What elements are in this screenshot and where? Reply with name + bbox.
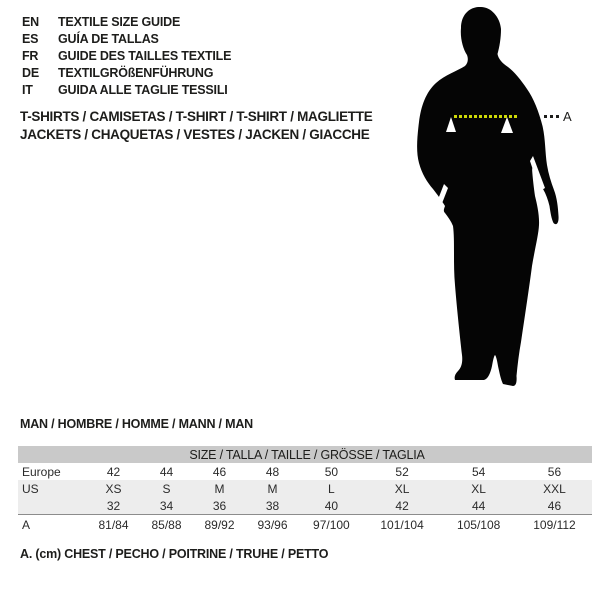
language-code: EN (22, 14, 39, 29)
cell: 42 (106, 464, 121, 479)
cell: 42 (364, 497, 441, 515)
cell: 56 (547, 464, 562, 479)
language-label: GUIDE DES TAILLES TEXTILE (58, 48, 232, 63)
cell: 89/92 (193, 515, 246, 535)
list-item (22, 47, 231, 64)
language-label: GUÍA DE TALLAS (58, 31, 159, 46)
row-label (18, 497, 87, 515)
language-code: IT (22, 82, 33, 97)
table-row-us-numeric (18, 497, 592, 515)
cell: M (193, 480, 246, 497)
cell: 38 (246, 497, 299, 515)
language-label: GUIDA ALLE TAGLIE TESSILI (58, 82, 228, 97)
cell: 85/88 (140, 515, 193, 535)
chest-measure-leader-line (544, 115, 562, 118)
cell: XL (440, 480, 517, 497)
size-table-header: SIZE / TALLA / TAILLE / GRÖSSE / TAGLIA (18, 446, 592, 463)
chest-measure-dashed-line (454, 115, 518, 118)
cell: 44 (440, 497, 517, 515)
cell: XXL (517, 480, 592, 497)
cell: 44 (159, 464, 174, 479)
cell: S (140, 480, 193, 497)
row-label: Europe (22, 464, 61, 479)
cell: 101/104 (364, 515, 441, 535)
table-row-europe (18, 463, 592, 480)
language-label: TEXTILGRÖßENFÜHRUNG (58, 65, 214, 80)
table-row-us (18, 480, 592, 497)
cell: 93/96 (246, 515, 299, 535)
cell: XL (364, 480, 441, 497)
measure-label-a: A (563, 109, 572, 124)
language-code: ES (22, 31, 39, 46)
size-table-header-row (18, 446, 592, 463)
language-code: FR (22, 48, 39, 63)
cell: 50 (324, 464, 339, 479)
cell: 109/112 (517, 515, 592, 535)
language-code: DE (22, 65, 39, 80)
cell: 40 (299, 497, 364, 515)
cell: 46 (517, 497, 592, 515)
category-line-tshirts: T-SHIRTS / CAMISETAS / T-SHIRT / T-SHIRT / MAGLIETTE (20, 108, 373, 124)
cell: 32 (87, 497, 140, 515)
cell: 46 (212, 464, 227, 479)
list-item (22, 64, 231, 81)
cell: M (246, 480, 299, 497)
list-item (22, 30, 231, 47)
language-label: TEXTILE SIZE GUIDE (58, 14, 181, 29)
cell: XS (87, 480, 140, 497)
garment-categories (20, 107, 372, 144)
row-label: A (18, 515, 87, 535)
category-line-jackets: JACKETS / CHAQUETAS / VESTES / JACKEN / GIACCHE (20, 127, 370, 143)
cell: 105/108 (440, 515, 517, 535)
measurement-footnote: A. (cm) CHEST / PECHO / POITRINE / TRUHE / PETTO (20, 547, 329, 561)
man-silhouette-path (417, 7, 558, 386)
row-label: US (18, 480, 87, 497)
cell: 34 (140, 497, 193, 515)
list-item (22, 13, 231, 30)
man-silhouette-svg (410, 5, 580, 395)
cell: L (299, 480, 364, 497)
cell: 36 (193, 497, 246, 515)
language-guide-list (22, 13, 231, 98)
cell: 81/84 (87, 515, 140, 535)
size-table (18, 446, 592, 534)
cell: 48 (265, 464, 280, 479)
cell: 52 (395, 464, 409, 479)
cell: 97/100 (299, 515, 364, 535)
section-title-man: MAN / HOMBRE / HOMME / MANN / MAN (20, 417, 253, 431)
table-row-chest-a (18, 515, 592, 535)
list-item (22, 81, 231, 98)
man-silhouette-figure (410, 5, 580, 395)
cell: 54 (471, 464, 486, 479)
